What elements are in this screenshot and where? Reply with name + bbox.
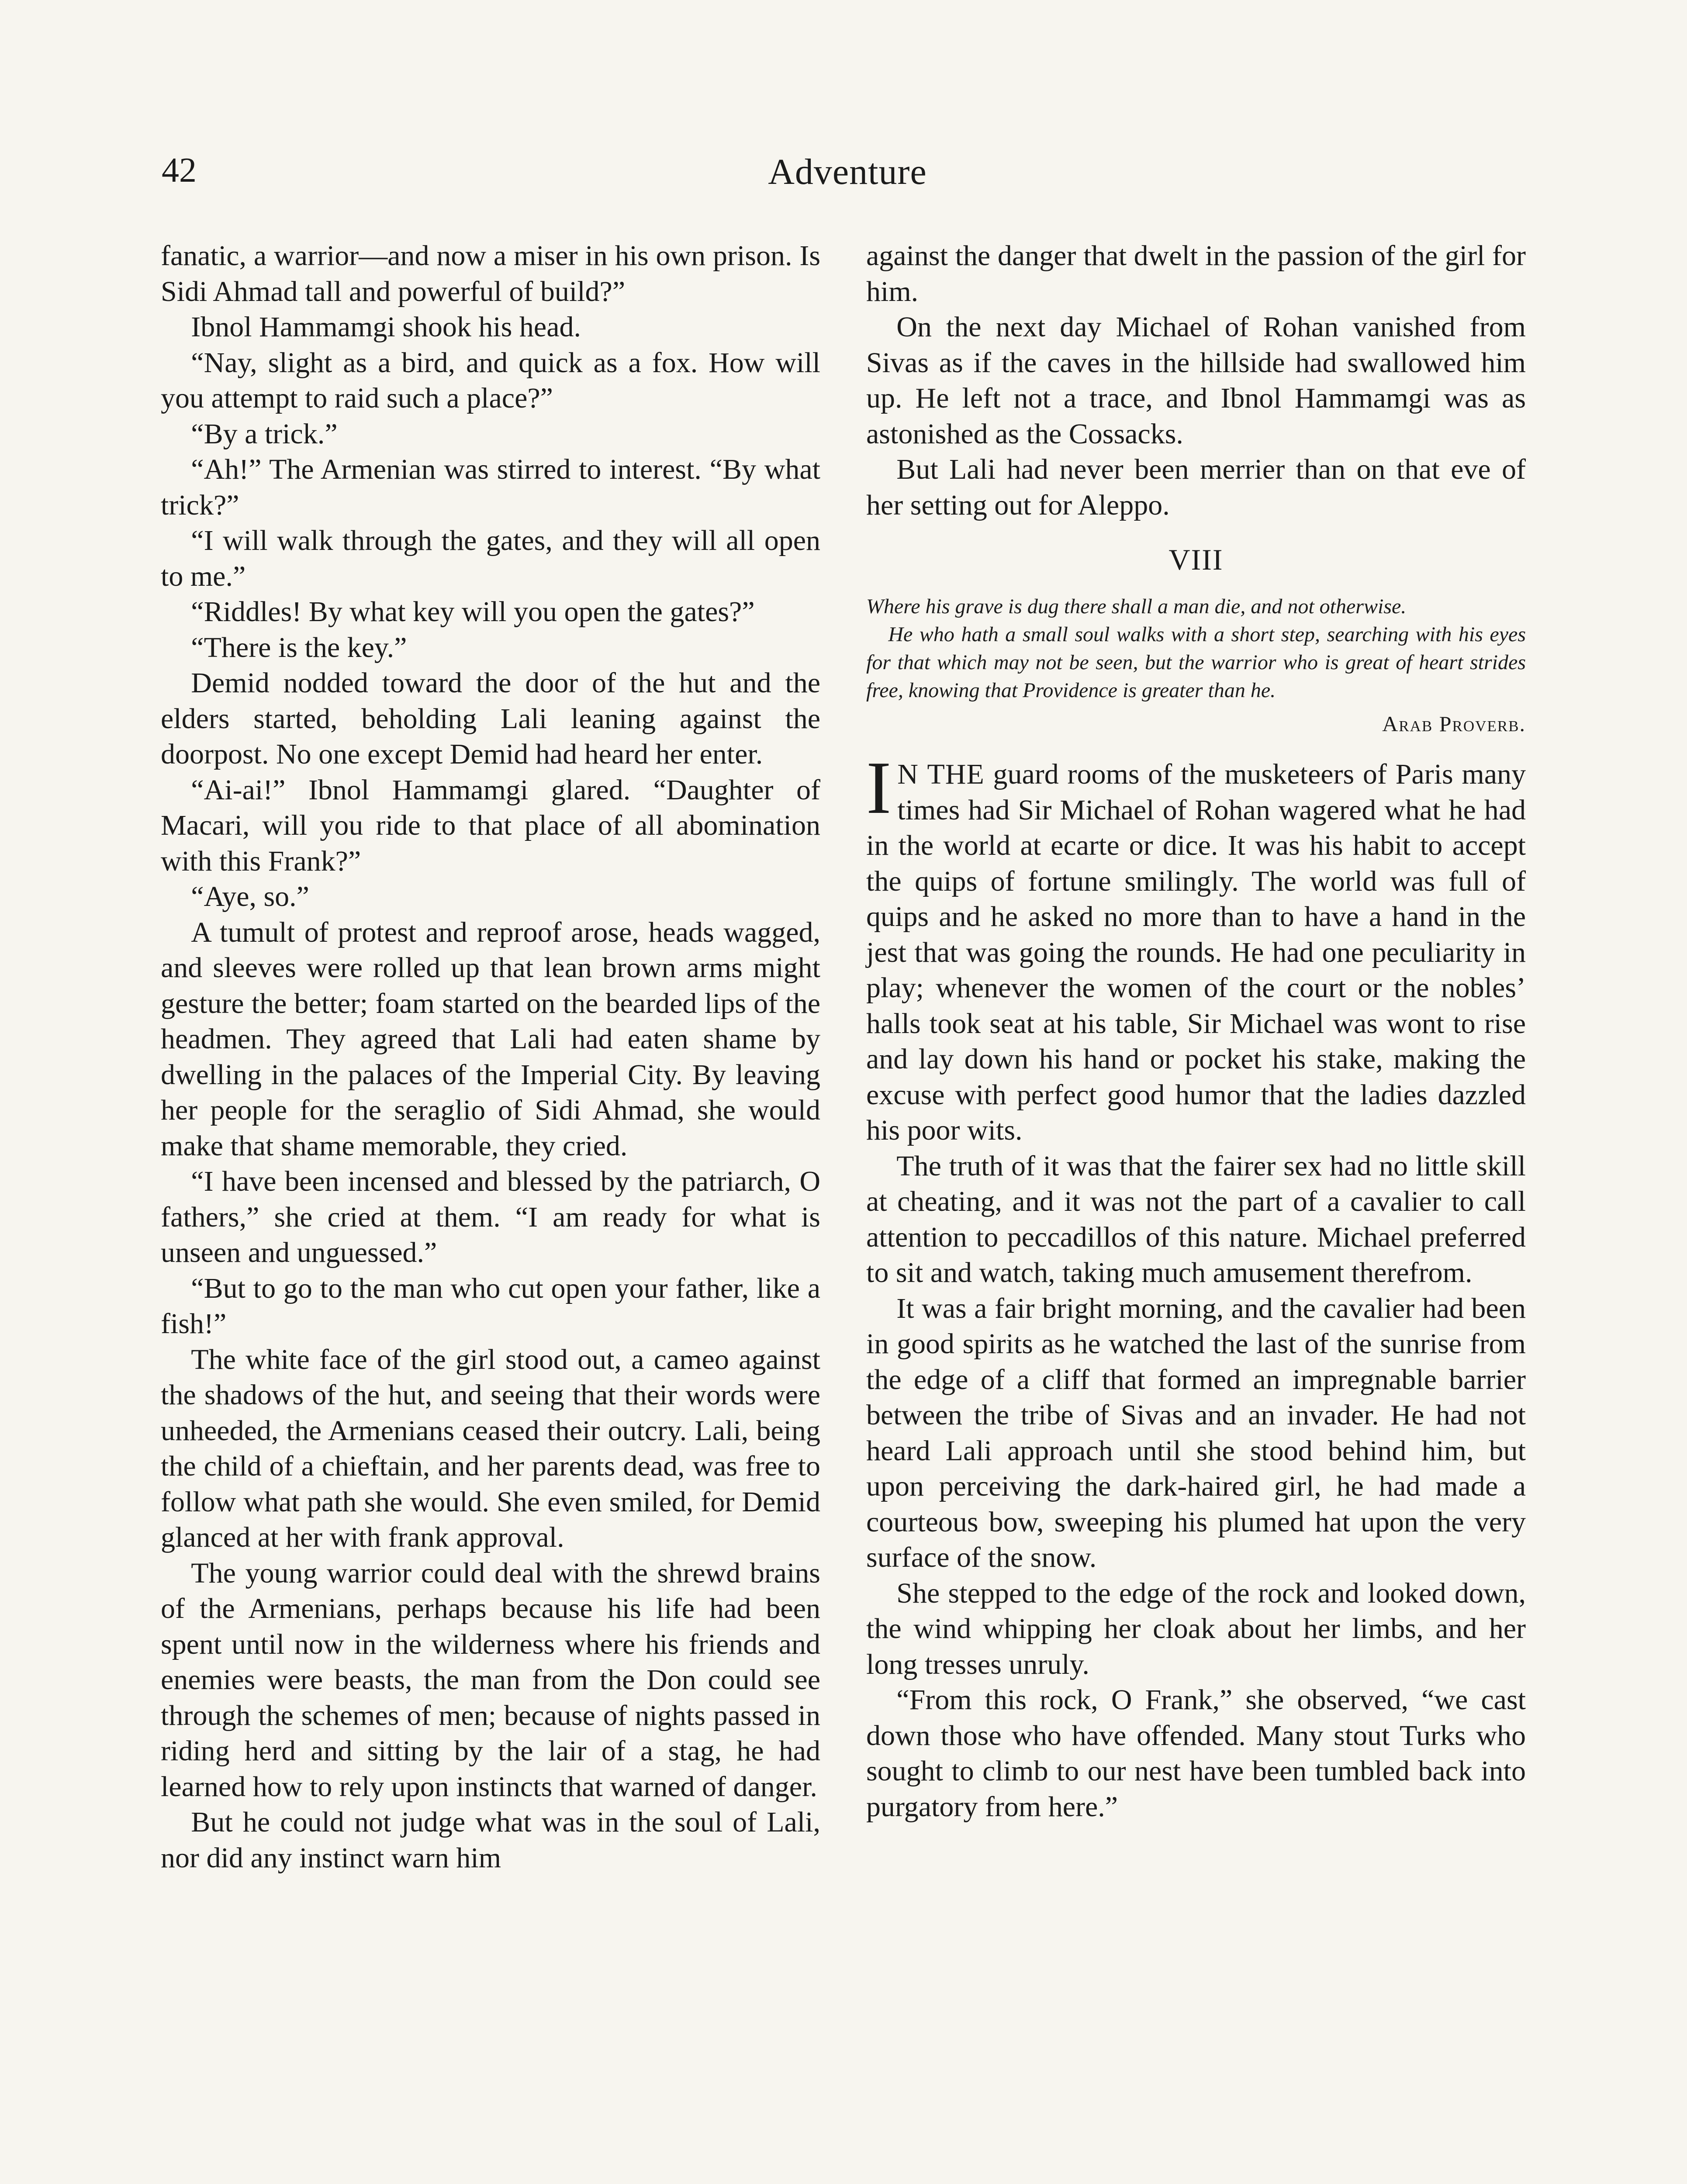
paragraph: Ibnol Hammamgi shook his head. <box>191 311 581 343</box>
paragraph: “But to go to the man who cut open your father, like a fish!” <box>161 1272 820 1340</box>
drop-cap: I <box>866 746 892 829</box>
paragraph: “By a trick.” <box>191 418 338 450</box>
epigraph-line: He who hath a small soul walks with a short step, searching with his eyes for that which may not be seen, but the warrior who is great of heart strides free, knowing that Providence is greater than he. <box>866 622 1526 702</box>
paragraph: “Nay, slight as a bird, and quick as a fox. How will you attempt to raid such a place?” <box>161 346 820 414</box>
paragraph: against the danger that dwelt in the passion of the girl for him. <box>866 240 1526 308</box>
epigraph-attribution: Arab Proverb. <box>1382 711 1526 736</box>
opening-paragraph <box>866 746 1526 1148</box>
paragraph: “From this rock, O Frank,” she observed, “we cast down those who have offended. Many stout Turks who sought to climb to our nest have been tumbled back into purgatory from here.” <box>866 1684 1526 1823</box>
page-number: 42 <box>162 151 197 190</box>
running-title: Adventure <box>768 152 927 192</box>
epigraph-line: Where his grave is dug there shall a man die, and not otherwise. <box>866 594 1407 618</box>
chapter-heading: VIII <box>1168 543 1224 576</box>
paragraph: Demid nodded toward the door of the hut and the elders started, beholding Lali leaning against the doorpost. No one except Demid had heard her enter. <box>161 667 820 770</box>
paragraph: “Riddles! By what key will you open the gates?” <box>191 596 755 628</box>
paragraph: “Aye, so.” <box>191 881 309 912</box>
page-header <box>162 151 1533 203</box>
left-column <box>161 238 820 1876</box>
paragraph: But Lali had never been merrier than on that eve of her setting out for Aleppo. <box>866 453 1526 521</box>
paragraph: fanatic, a warrior—and now a miser in his own prison. Is Sidi Ahmad tall and powerful of build?” <box>161 240 820 308</box>
opening-caps: N THE <box>897 758 985 790</box>
paragraph: A tumult of protest and reproof arose, heads wagged, and sleeves were rolled up that lean brown arms might gesture the better; foam started on the bearded lips of the headmen. They agreed that Lali had eaten shame by dwelling in the palaces of the Imperial City. By leaving her people for the seraglio of Sidi Ahmad, she would make that shame memorable, they cried. <box>161 916 820 1162</box>
paragraph: “There is the key.” <box>191 631 407 663</box>
paragraph: The white face of the girl stood out, a cameo against the shadows of the hut, and seeing that their words were unheeded, the Armenians ceased their outcry. Lali, being the child of a chieftain, and her parents dead, was free to follow what path she would. She even smiled, for Demid glanced at her with frank approval. <box>161 1343 820 1553</box>
epigraph <box>866 593 1526 705</box>
paragraph: The truth of it was that the fairer sex had no little skill at cheating, and it was not the part of a cavalier to call attention to peccadillos of this nature. Michael preferred to sit and watch, taking much amusement therefrom. <box>866 1150 1526 1289</box>
opening-text: guard rooms of the musketeers of Paris many times had Sir Michael of Rohan wagered what he had in the world at ecarte or dice. It was his habit to accept the quips of fortune smilingly. The world was full of quips and he asked no more than to have a hand in the jest that was going the rounds. He had one peculiarity in play; whenever the women of the court or the nobles’ halls took seat at his table, Sir Michael was wont to rise and lay down his hand or pocket his stake, making the excuse with perfect good humor that the ladies dazzled his poor wits. <box>866 758 1526 1146</box>
paragraph: “I have been incensed and blessed by the patriarch, O fathers,” she cried at them. “I am ready for what is unseen and unguessed.” <box>161 1165 820 1268</box>
paragraph: It was a fair bright morning, and the cavalier had been in good spirits as he watched the last of the sunrise from the edge of a cliff that formed an impregnable barrier between the tribe of Sivas and an invader. He had not heard Lali approach until she stood behind him, but upon perceiving the dark-haired girl, he had made a courteous bow, sweeping his plumed hat upon the very surface of the snow. <box>866 1292 1526 1573</box>
paragraph: But he could not judge what was in the soul of Lali, nor did any instinct warn him <box>161 1806 820 1874</box>
right-column <box>866 238 1526 1825</box>
paragraph: “Ai-ai!” Ibnol Hammamgi glared. “Daughter of Macari, will you ride to that place of all abomination with this Frank?” <box>161 774 820 877</box>
paragraph: The young warrior could deal with the shrewd brains of the Armenians, perhaps because his life had been spent until now in the wilderness where his friends and enemies were beasts, the man from the Don could see through the schemes of men; because of nights passed in riding herd and sitting by the lair of a stag, he had learned how to rely upon instincts that warned of danger. <box>161 1557 820 1803</box>
paragraph: On the next day Michael of Rohan vanished from Sivas as if the caves in the hillside had swallowed him up. He left not a trace, and Ibnol Hammamgi was as astonished as the Cossacks. <box>866 311 1526 450</box>
paragraph: She stepped to the edge of the rock and looked down, the wind whipping her cloak about her limbs, and her long tresses unruly. <box>866 1577 1526 1680</box>
paragraph: “I will walk through the gates, and they will all open to me.” <box>161 525 820 592</box>
paragraph: “Ah!” The Armenian was stirred to interest. “By what trick?” <box>161 453 820 521</box>
